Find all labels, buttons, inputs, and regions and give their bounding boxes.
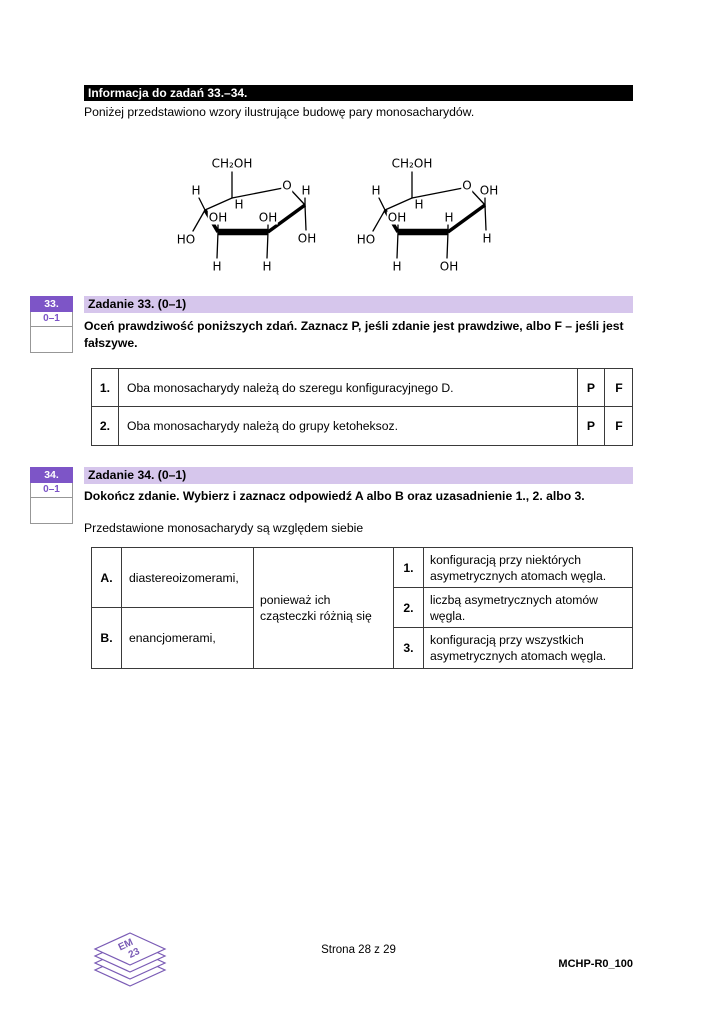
atom-label: H <box>234 197 244 212</box>
atom-label: H <box>191 183 201 198</box>
atom-label: OH <box>439 259 459 274</box>
task34-points-label: 0–1 <box>30 483 73 498</box>
task34-score-box <box>30 498 73 524</box>
statement-number: 1. <box>92 369 119 407</box>
page-number: Strona 28 z 29 <box>321 944 396 956</box>
bond-line <box>485 205 486 230</box>
option-letter-b[interactable]: B. <box>92 608 122 668</box>
bond-line <box>217 232 218 258</box>
bond-line <box>379 198 385 210</box>
option-true-2[interactable]: P <box>578 407 605 445</box>
bond-line <box>385 198 412 210</box>
statement-text: Oba monosacharydy należą do szeregu konfiguracyjnego D. <box>119 369 578 407</box>
reason-text-3: konfiguracją przy wszystkich asymetrycznych atomach węgla. <box>430 633 607 663</box>
atom-label: H <box>301 183 311 198</box>
task34-instruction: Dokończ zdanie. Wybierz i zaznacz odpowiedź A albo B oraz uzasadnienie 1., 2. albo 3. <box>84 489 585 503</box>
atom-label: CH₂OH <box>391 156 433 171</box>
bond-line <box>373 210 385 231</box>
atom-label: CH₂OH <box>211 156 253 171</box>
molecule-1 <box>176 152 320 277</box>
task34-margin-marker <box>30 467 73 524</box>
atom-label: HO <box>176 232 196 247</box>
reason-number-3[interactable]: 3. <box>394 628 424 668</box>
atom-label: OH <box>258 210 278 225</box>
atom-label: H <box>262 259 272 274</box>
atom-label: OH <box>479 183 499 198</box>
task33-true-false-table <box>91 368 633 446</box>
task34-number-badge: 34. <box>30 467 73 483</box>
option-false-2[interactable]: F <box>615 419 623 433</box>
task33-margin-marker <box>30 296 73 353</box>
reason-text-2: liczbą asymetrycznych atomów węgla. <box>424 588 633 628</box>
task33-number-badge: 33. <box>30 296 73 312</box>
bond-line <box>397 232 398 258</box>
atom-label: H <box>444 210 454 225</box>
atom-label: H <box>371 183 381 198</box>
molecule-2 <box>356 152 500 277</box>
atom-label: OH <box>297 231 317 246</box>
bond-line <box>199 198 205 210</box>
task34-answer-table <box>91 547 633 669</box>
atom-label: H <box>482 231 492 246</box>
statement-number: 2. <box>92 407 119 445</box>
task33-score-box <box>30 327 73 353</box>
bond-line <box>267 232 268 258</box>
task33-title-bar: Zadanie 33. (0–1) <box>84 296 633 313</box>
reason-number-2[interactable]: 2. <box>394 588 424 628</box>
atom-label: H <box>212 259 222 274</box>
task33-points-label: 0–1 <box>30 312 73 327</box>
option-term-a[interactable]: diastereoizomerami, <box>122 548 254 608</box>
atom-label: H <box>414 197 424 212</box>
statement-text: Oba monosacharydy należą do grupy ketoheksoz. <box>119 407 578 445</box>
exam-logo <box>93 926 167 988</box>
task34-lead-text: Przedstawione monosacharydy są względem siebie <box>84 521 364 535</box>
intro-text: Poniżej przedstawiono wzory ilustrujące budowę pary monosacharydów. <box>84 105 475 119</box>
option-term-b[interactable]: enancjomerami, <box>122 608 254 668</box>
bond-line <box>305 205 306 230</box>
logo-text-line2: 23 <box>126 946 142 961</box>
connector-text: ponieważ ich cząsteczki różnią się <box>254 548 394 668</box>
option-true-1[interactable]: P <box>578 369 605 407</box>
bond-line <box>232 188 283 198</box>
exam-code: MCHP-R0_100 <box>558 958 633 970</box>
haworth-structure-left <box>180 152 320 277</box>
bond-line <box>412 188 463 198</box>
reason-text-1: konfiguracją przy niektórych asymetrycznych atomach węgla. <box>424 548 633 588</box>
bond-line <box>447 232 448 258</box>
logo-text-line1: EM <box>116 937 136 954</box>
atom-label: HO <box>356 232 376 247</box>
option-false-1[interactable]: F <box>605 369 633 407</box>
task34-title-bar: Zadanie 34. (0–1) <box>84 467 633 484</box>
atom-label: O <box>462 178 472 193</box>
atom-label: OH <box>208 210 228 225</box>
info-header-bar: Informacja do zadań 33.–34. <box>84 85 633 101</box>
bond-line <box>205 198 232 210</box>
atom-label: O <box>282 178 292 193</box>
bond-line <box>193 210 205 231</box>
haworth-structure-right <box>360 152 500 277</box>
reason-number-1[interactable]: 1. <box>394 548 424 588</box>
atom-label: H <box>392 259 402 274</box>
atom-label: OH <box>387 210 407 225</box>
option-letter-a[interactable]: A. <box>92 548 122 608</box>
task33-instruction: Oceń prawdziwość poniższych zdań. Zaznacz P, jeśli zdanie jest prawdziwe, albo F – jeśli jest fałszywe. <box>84 319 624 350</box>
